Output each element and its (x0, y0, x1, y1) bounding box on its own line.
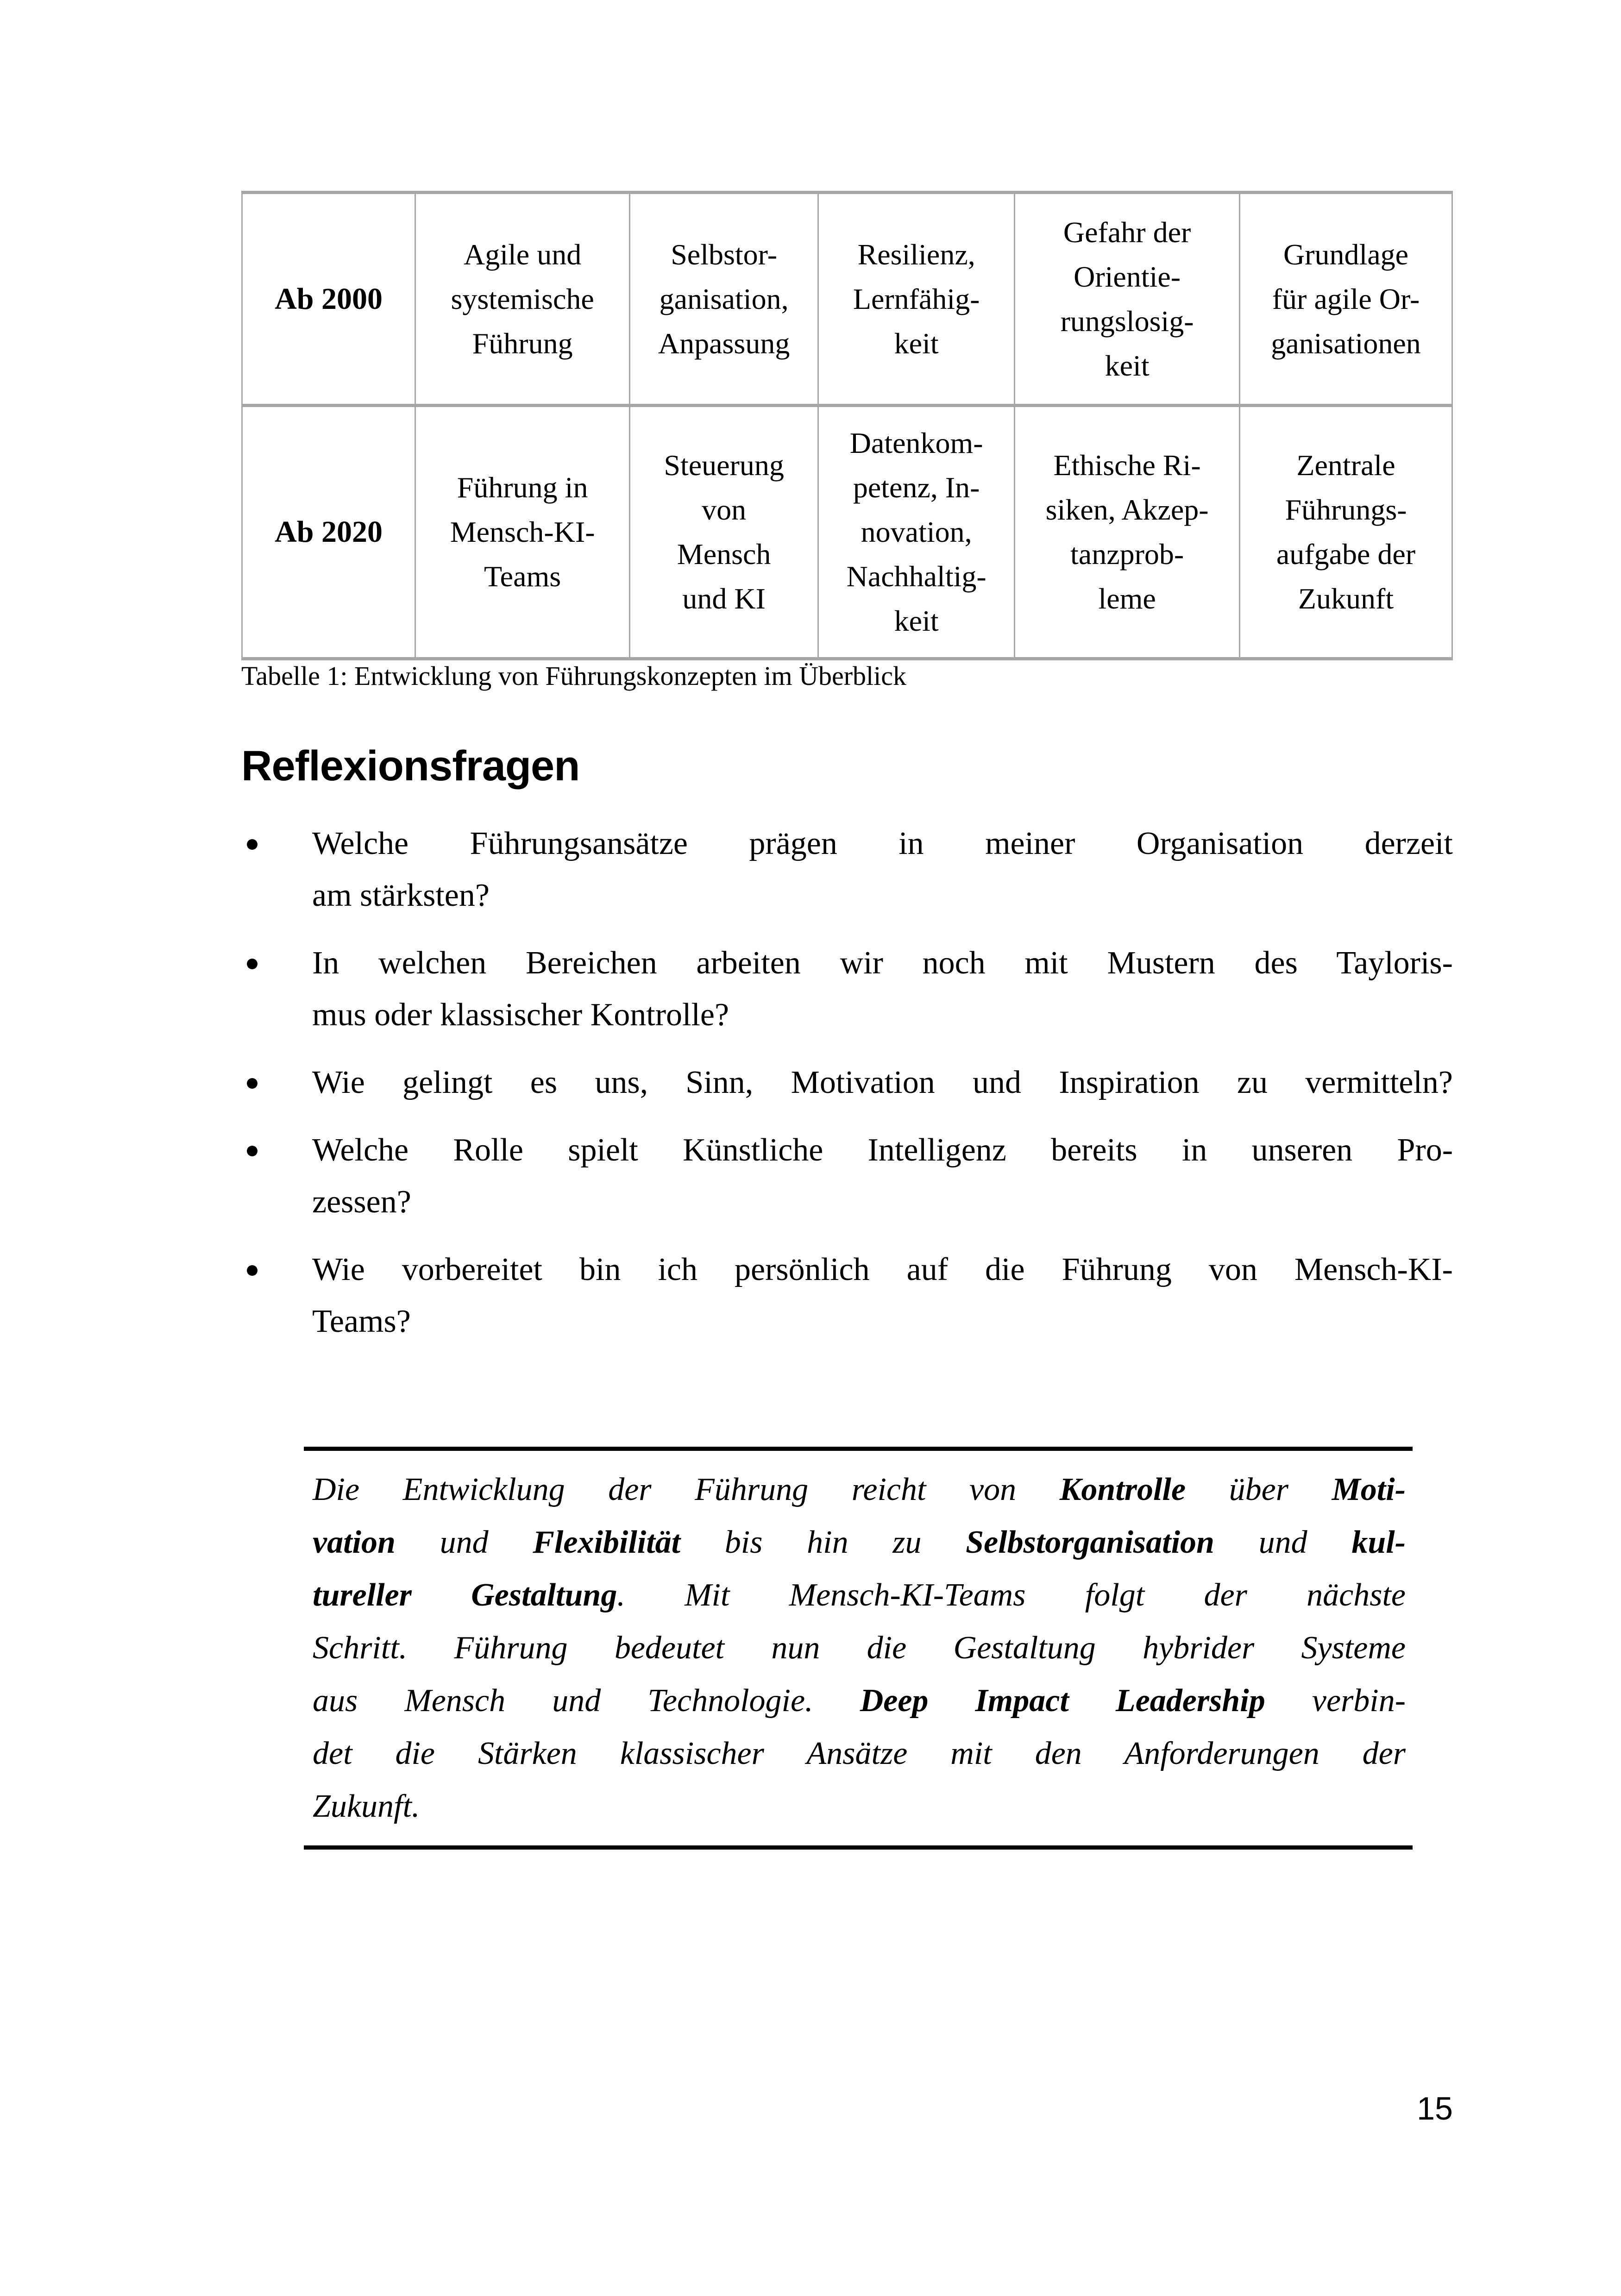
table-cell-line: siken, Akzep- (1045, 493, 1209, 526)
table-cell (415, 194, 629, 404)
summary-quote (304, 1447, 1413, 1850)
table-caption: Tabelle 1: Entwicklung von Führungskonzepten im Überblick (241, 661, 906, 691)
table-cell-line: Führung (472, 326, 573, 360)
list-item (241, 1057, 1453, 1109)
table-cell-line: Gefahr der (1063, 215, 1191, 249)
list-item (241, 937, 1453, 1041)
table-cell-line: Zukunft (1298, 582, 1394, 615)
table-cell (817, 407, 1014, 657)
list-item (241, 1244, 1453, 1348)
bullet-line: Welche Führungsansätze prägen in meiner Organisation derzeit (312, 826, 1453, 861)
table-cell-line: ganisationen (1271, 326, 1421, 360)
table-row (243, 404, 1451, 657)
table-cell-period: Ab 2020 (275, 515, 383, 549)
table-cell-line: und KI (682, 582, 766, 615)
quote-bold-text: Deep Impact Leadership (860, 1683, 1265, 1719)
table-cell (415, 407, 629, 657)
quote-line (313, 1569, 1406, 1622)
quote-bold-text: Kontrolle (1059, 1472, 1186, 1507)
section-heading: Reflexionsfragen (241, 742, 580, 790)
table-cell-line: Lernfähig- (853, 282, 980, 315)
bullet-line: am stärksten? (312, 878, 490, 913)
table-cell-line: Mensch (677, 538, 771, 571)
bullet-line: Wie vorbereitet bin ich persönlich auf die Führung von Mensch-KI- (312, 1252, 1453, 1287)
quote-bold-text: tureller Gestaltung (313, 1577, 617, 1613)
table-cell-line: Steuerung (664, 449, 784, 482)
table-cell-line: tanzprob- (1070, 538, 1184, 571)
table-cell-line: systemische (451, 282, 594, 315)
quote-text: bis hin zu (680, 1524, 966, 1560)
table-cell-line: novation, (861, 515, 972, 548)
bullet-icon (247, 1146, 258, 1156)
bullet-icon (247, 1078, 258, 1089)
quote-bold-text: Flexibilität (533, 1524, 681, 1560)
table-cell-line: ganisation, (659, 282, 789, 315)
quote-line (313, 1463, 1406, 1516)
table-cell-line: Selbstor- (671, 238, 778, 271)
bullet-line: Teams? (312, 1304, 411, 1339)
table-cell-line: Zentrale (1296, 449, 1395, 482)
quote-line (313, 1622, 1406, 1675)
quote-bold-text: kul- (1351, 1524, 1406, 1560)
bullet-line: mus oder klassischer Kontrolle? (312, 997, 729, 1033)
quote-bold-text: Selbstorganisation (966, 1524, 1214, 1560)
quote-line (313, 1780, 1406, 1833)
table-cell-line: Teams (484, 560, 561, 593)
quote-text: Schritt. Führung bedeutet nun die Gestaltung hybrider Systeme (313, 1630, 1406, 1666)
bullet-line: zessen? (312, 1184, 411, 1220)
table-cell-line: für agile Or- (1272, 282, 1420, 315)
bullet-line: In welchen Bereichen arbeiten wir noch mit Mustern des Tayloris- (312, 945, 1453, 981)
table-cell (1014, 194, 1239, 404)
table-cell-line: von (702, 493, 747, 526)
table-cell-line: Resilienz, (857, 238, 975, 271)
table-cell (629, 194, 817, 404)
quote-bold-text: Moti- (1332, 1472, 1406, 1507)
quote-text: aus Mensch und Technologie. (313, 1683, 860, 1719)
reflection-list (241, 818, 1453, 1363)
table-cell-line: keit (894, 604, 939, 637)
table-cell-line: Nachhaltig- (846, 560, 986, 593)
table-cell-line: Führung in (457, 471, 588, 504)
table-cell-line: Mensch-KI- (450, 515, 595, 548)
quote-line (313, 1675, 1406, 1727)
bullet-icon (247, 959, 258, 969)
quote-text: über (1186, 1472, 1332, 1507)
quote-text: Zukunft. (313, 1788, 420, 1824)
quote-line (313, 1727, 1406, 1780)
table-cell-line: Orientie- (1074, 260, 1181, 293)
bullet-line: Welche Rolle spielt Künstliche Intelligenz bereits in unseren Pro- (312, 1132, 1453, 1168)
table-cell-line: petenz, In- (853, 471, 980, 504)
quote-line (313, 1516, 1406, 1569)
table-cell-line: Agile und (464, 238, 582, 271)
quote-text: und (1214, 1524, 1352, 1560)
quote-text: det die Stärken klassischer Ansätze mit den Anforderungen der (313, 1736, 1406, 1771)
bullet-icon (247, 839, 258, 850)
table-cell (817, 194, 1014, 404)
table-cell-line: Grundlage (1283, 238, 1409, 271)
table-cell-line: Ethische Ri- (1053, 449, 1201, 482)
concepts-table (241, 191, 1453, 660)
table-cell-line: keit (894, 326, 939, 360)
quote-bold-text: vation (313, 1524, 396, 1560)
bullet-line: Wie gelingt es uns, Sinn, Motivation und Inspiration zu vermitteln? (312, 1065, 1453, 1100)
table-cell-line: Datenkom- (849, 427, 983, 459)
table-cell (1014, 407, 1239, 657)
list-item (241, 1124, 1453, 1228)
table-row (243, 194, 1451, 404)
table-cell-line: aufgabe der (1276, 538, 1416, 571)
table-cell (1239, 407, 1451, 657)
table-cell-line: keit (1105, 349, 1150, 382)
list-item (241, 818, 1453, 922)
quote-text: Die Entwicklung der Führung reicht von (313, 1472, 1060, 1507)
table-cell-line: Anpassung (658, 326, 790, 360)
table-cell (629, 407, 817, 657)
table-cell-period: Ab 2000 (275, 282, 383, 316)
page-number: 15 (1417, 2090, 1453, 2127)
table-cell (1239, 194, 1451, 404)
quote-text: und (395, 1524, 533, 1560)
quote-text: verbin- (1265, 1683, 1406, 1719)
bullet-icon (247, 1265, 258, 1276)
table-cell-line: rungslosig- (1060, 304, 1194, 338)
quote-text: . Mit Mensch-KI-Teams folgt der nächste (617, 1577, 1406, 1613)
table-cell-line: Führungs- (1285, 493, 1407, 526)
table-cell-line: leme (1098, 582, 1156, 615)
